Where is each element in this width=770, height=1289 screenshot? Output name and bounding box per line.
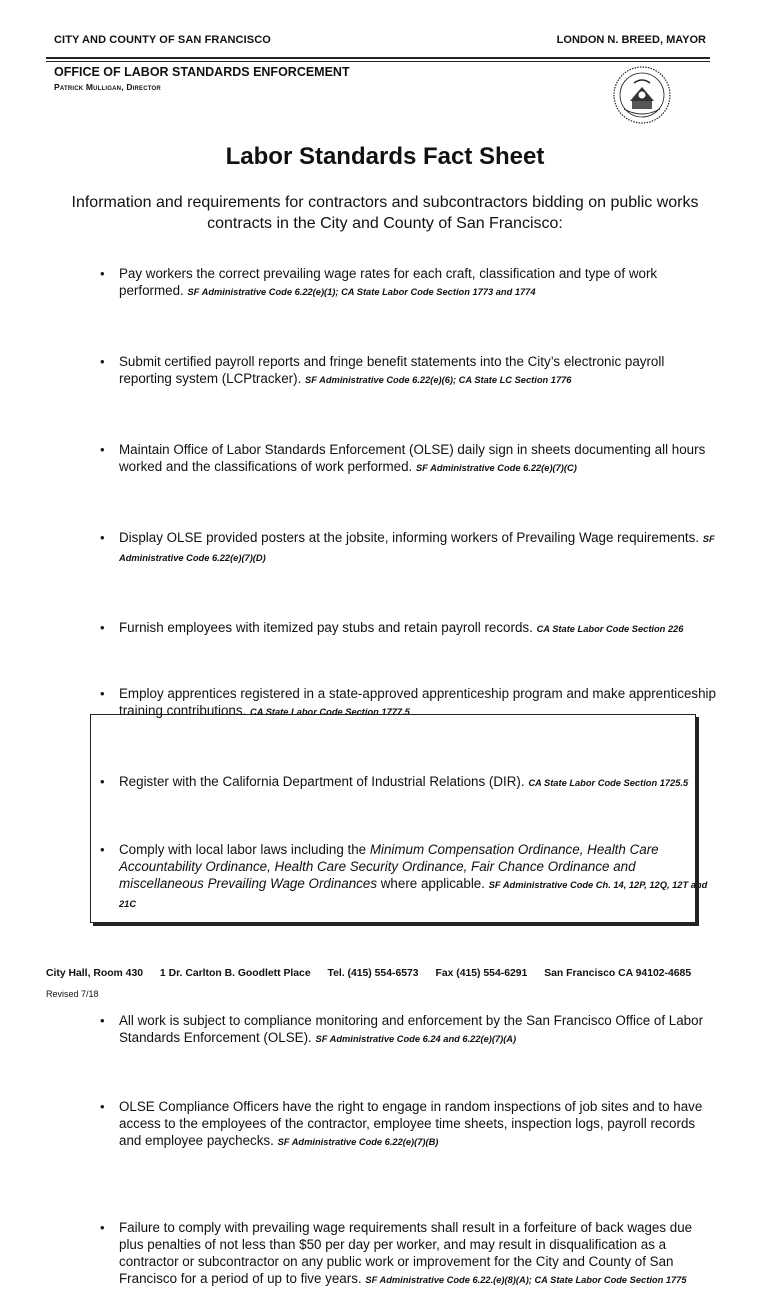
requirement-item: • Employ apprentices registered in a state-approved apprenticeship program and make apprenticeship training contributions. CA State Labor Code Section 1777.5 — [99, 685, 719, 721]
requirement-item: • Maintain Office of Labor Standards Enforcement (OLSE) daily sign in sheets documenting all hours worked and the classifications of work performed. SF Administrative Code 6.22(e)(7)(C) — [99, 441, 719, 477]
footer-room: City Hall, Room 430 — [46, 968, 144, 979]
enforcement-box — [90, 714, 696, 923]
enforcement-item: • All work is subject to compliance monitoring and enforcement by the San Francisco Office of Labor Standards Enforcement (OLSE). SF Administrative Code 6.24 and 6.22(e)(7)(A) — [99, 1012, 711, 1048]
requirement-item: • Submit certified payroll reports and fringe benefit statements into the City’s electronic payroll reporting system (LCPtracker). SF Administrative Code 6.22(e)(6); CA State LC Section 1776 — [99, 353, 719, 389]
footer-fax: Fax (415) 554-6291 — [435, 968, 528, 979]
footer-tel: Tel. (415) 554-6573 — [327, 968, 419, 979]
office-name: OFFICE OF LABOR STANDARDS ENFORCEMENT — [54, 65, 350, 79]
header-rule-thin — [46, 61, 710, 62]
director-name: Patrick Mulligan, Director — [54, 82, 161, 92]
revision-note: Revised 7/18 — [46, 989, 99, 999]
enforcement-item: • Failure to comply with prevailing wage requirements shall result in a forfeiture of back wages due plus penalties of not less than $50 per day per worker, and may result in disqualification as a contractor or subcontractor on any public work or improvement for the City and County of San Francisco for a period of up to five years. SF Administrative Code 6.22.(e)(8)(A); CA State Labor Code Section 1775 — [99, 1219, 711, 1289]
city-seal-icon — [612, 65, 672, 125]
requirement-item: • Comply with local labor laws including the Minimum Compensation Ordinance, Health Care Accountability Ordinance, Health Care Security Ordinance, Fair Chance Ordinance and miscellaneous Prevailing Wage Ordinances where applicable. SF Administrative Code Ch. 14, 12P, 12Q, 12T and 21C — [99, 841, 719, 913]
header-mayor: LONDON N. BREED, MAYOR — [556, 34, 706, 46]
enforcement-item: • OLSE Compliance Officers have the right to engage in random inspections of job sites and to have access to the employees of the contractor, employee time sheets, inspection logs, payroll records and employee paychecks. SF Administrative Code 6.22(e)(7)(B) — [99, 1098, 711, 1151]
requirement-item: • Pay workers the correct prevailing wage rates for each craft, classification and type of work performed. SF Administrative Code 6.22(e)(1); CA State Labor Code Section 1773 and 1774 — [99, 265, 719, 301]
requirement-item: • Register with the California Department of Industrial Relations (DIR). CA State Labor Code Section 1725.5 — [99, 773, 719, 792]
page-title: Labor Standards Fact Sheet — [225, 143, 545, 170]
intro-text: Information and requirements for contractors and subcontractors bidding on public works contracts in the City and County of San Francisco: — [71, 194, 699, 232]
footer-city: San Francisco CA 94102-4685 — [544, 968, 692, 979]
footer-street: 1 Dr. Carlton B. Goodlett Place — [159, 968, 311, 979]
footer-address — [46, 968, 691, 979]
requirement-item: • Furnish employees with itemized pay stubs and retain payroll records. CA State Labor Code Section 226 — [99, 619, 719, 638]
header-city: CITY AND COUNTY OF SAN FRANCISCO — [54, 34, 271, 46]
requirement-item: • Display OLSE provided posters at the jobsite, informing workers of Prevailing Wage requirements. SF Administrative Code 6.22(e)(7)(D) — [99, 529, 719, 567]
header-rule — [46, 57, 710, 59]
